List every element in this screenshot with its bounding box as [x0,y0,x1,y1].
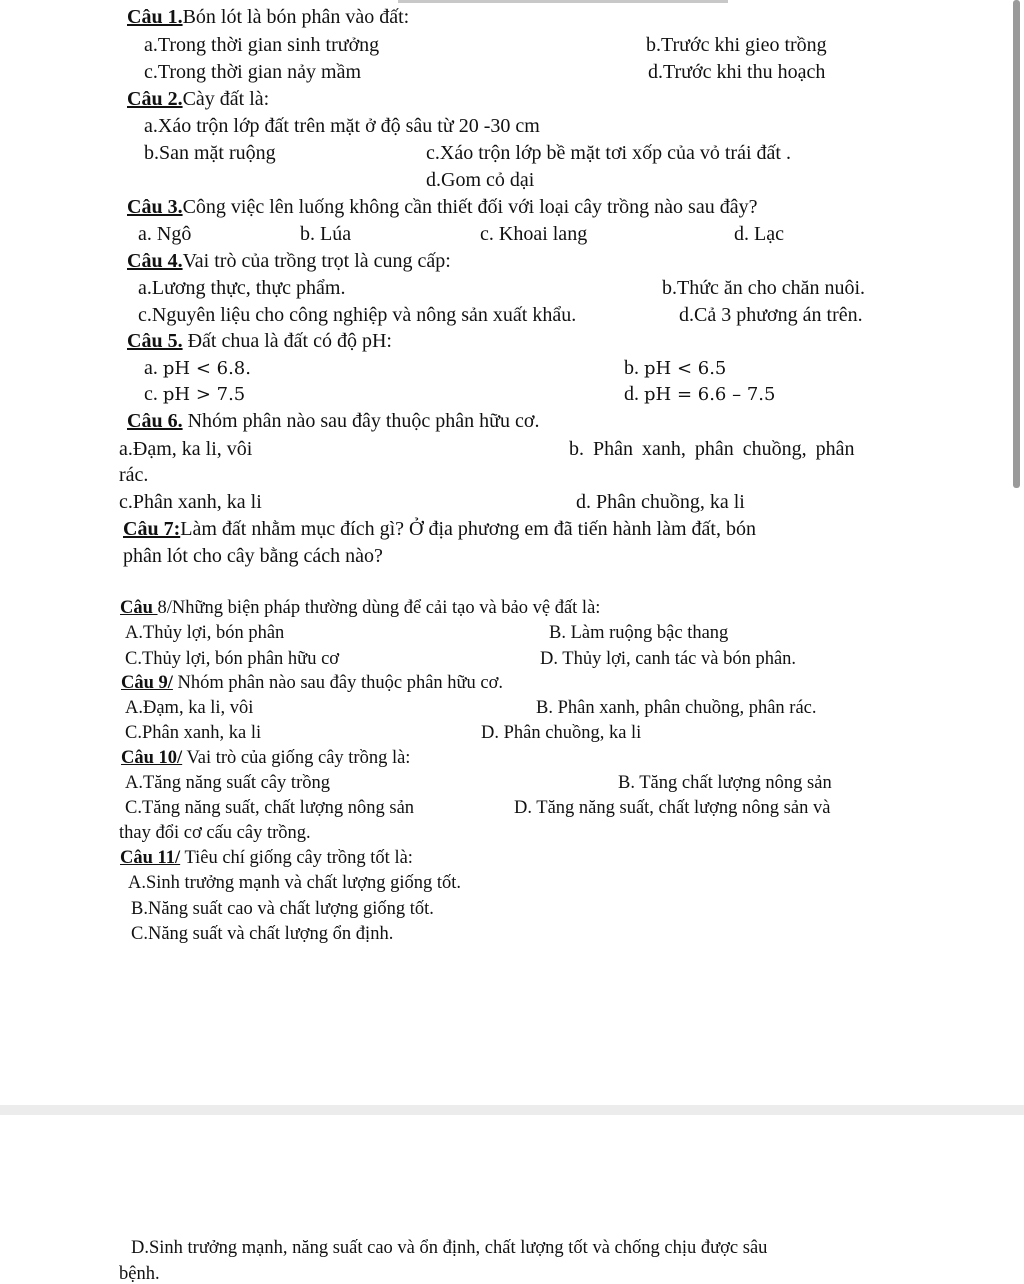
question-text: Nhóm phân nào sau đây thuộc phân hữu cơ. [172,673,504,693]
q10-option-a: A.Tăng năng suất cây trồng [125,773,330,793]
question-number: Câu 1. [127,6,183,28]
question-text: Cày đất là: [182,88,270,110]
q8-option-d: D. Thủy lợi, canh tác và bón phân. [540,649,797,669]
question-text: Đất chua là đất có độ pH: [182,330,392,352]
question-1 [127,7,409,27]
q6-option-a: a.Đạm, ka li, vôi [119,438,253,460]
option-formula: pH < 6.8. [162,358,251,379]
q6-option-b: b. Phân xanh, phân chuồng, phân [569,438,855,460]
option-formula: pH = 6.6 – 7.5 [644,384,776,405]
q10-option-c: C.Tăng năng suất, chất lượng nông sản [125,798,415,818]
question-7 [123,519,756,539]
question-text: Công việc lên luống không cần thiết đối với loại cây trồng nào sau đây? [182,196,758,218]
question-number: Câu 10/ [121,748,183,768]
option-letter: a. [144,357,163,379]
q5-option-d [624,384,775,404]
question-number: Câu [120,598,158,618]
question-2 [127,89,269,109]
question-3 [127,197,757,217]
q5-option-a [144,358,251,378]
question-8 [120,599,600,618]
q8-option-c: C.Thủy lợi, bón phân hữu cơ [125,649,340,669]
document-page-2 [0,1115,1024,1284]
scrollbar-thumb[interactable] [1013,0,1020,488]
q1-option-b: b.Trước khi gieo trồng [646,34,827,56]
q6-option-b-continued: rác. [119,464,149,486]
q8-option-a: A.Thủy lợi, bón phân [125,623,285,643]
question-text: Làm đất nhằm mục đích gì? Ở địa phương em đã tiến hành làm đất, bón [180,518,756,540]
question-number: Câu 7: [123,518,181,540]
q6-option-c: c.Phân xanh, ka li [119,491,262,513]
question-number: Câu 11/ [120,848,181,868]
q10-option-d: D. Tăng năng suất, chất lượng nông sản và [514,798,831,818]
q9-option-b: B. Phân xanh, phân chuồng, phân rác. [536,698,817,718]
q3-option-b: b. Lúa [300,223,352,245]
question-text: Vai trò của giống cây trồng là: [182,748,411,768]
q3-option-c: c. Khoai lang [480,223,588,245]
q1-option-c: c.Trong thời gian nảy mầm [144,61,362,83]
q2-option-c: c.Xáo trộn lớp bề mặt tơi xốp của vỏ trái đất . [426,142,791,164]
q11-option-a: A.Sinh trưởng mạnh và chất lượng giống tốt. [128,873,462,893]
question-number: Câu 5. [127,330,183,352]
question-text: Tiêu chí giống cây trồng tốt là: [180,848,413,868]
option-letter: b. [624,357,644,379]
option-letter: d. [624,383,644,405]
question-7-continued: phân lót cho cây bằng cách nào? [123,545,383,567]
q4-option-a: a.Lương thực, thực phẩm. [138,277,346,299]
question-number: Câu 4. [127,250,183,272]
q9-option-a: A.Đạm, ka li, vôi [125,698,254,718]
question-text: Bón lót là bón phân vào đất: [182,6,410,28]
q8-option-b: B. Làm ruộng bậc thang [549,623,729,643]
q6-option-d: d. Phân chuồng, ka li [576,491,745,513]
question-4 [127,251,451,271]
question-6 [127,411,539,431]
q1-option-a: a.Trong thời gian sinh trưởng [144,34,380,56]
question-9 [121,674,503,693]
question-number: Câu 2. [127,88,183,110]
q2-option-d: d.Gom cỏ dại [426,169,535,191]
q1-option-d: d.Trước khi thu hoạch [648,61,826,83]
question-number: Câu 3. [127,196,183,218]
question-number: Câu 6. [127,410,183,432]
q2-option-b: b.San mặt ruộng [144,142,276,164]
cropped-text-remnant [398,0,728,3]
q10-option-d-continued: thay đổi cơ cấu cây trồng. [119,823,311,843]
q5-option-b [624,358,726,378]
q11-option-c: C.Năng suất và chất lượng ổn định. [131,924,394,944]
question-text: 8/Những biện pháp thường dùng để cải tạo và bảo vệ đất là: [157,598,601,618]
q4-option-b: b.Thức ăn cho chăn nuôi. [662,277,865,299]
question-number: Câu 9/ [121,673,173,693]
q3-option-d: d. Lạc [734,223,784,245]
q4-option-c: c.Nguyên liệu cho công nghiệp và nông sản xuất khẩu. [138,304,577,326]
option-letter: c. [144,383,163,405]
question-5 [127,331,392,351]
question-text: Vai trò của trồng trọt là cung cấp: [182,250,451,272]
question-11 [120,849,413,868]
q9-option-c: C.Phân xanh, ka li [125,723,262,743]
option-formula: pH > 7.5 [162,384,246,405]
q2-option-a: a.Xáo trộn lớp đất trên mặt ở độ sâu từ 20 -30 cm [144,115,540,137]
option-formula: pH < 6.5 [644,358,727,379]
q4-option-d: d.Cả 3 phương án trên. [679,304,863,326]
question-10 [121,749,410,768]
q9-option-d: D. Phân chuồng, ka li [481,723,642,743]
q5-option-c [144,384,245,404]
q11-option-b: B.Năng suất cao và chất lượng giống tốt. [131,899,434,919]
q11-option-d-continued: bệnh. [119,1264,160,1284]
page-separator [0,1105,1024,1115]
q10-option-b: B. Tăng chất lượng nông sản [618,773,832,793]
q3-option-a: a. Ngô [138,223,192,245]
q11-option-d: D.Sinh trưởng mạnh, năng suất cao và ổn định, chất lượng tốt và chống chịu được sâu [131,1238,768,1258]
question-text: Nhóm phân nào sau đây thuộc phân hữu cơ. [182,410,540,432]
